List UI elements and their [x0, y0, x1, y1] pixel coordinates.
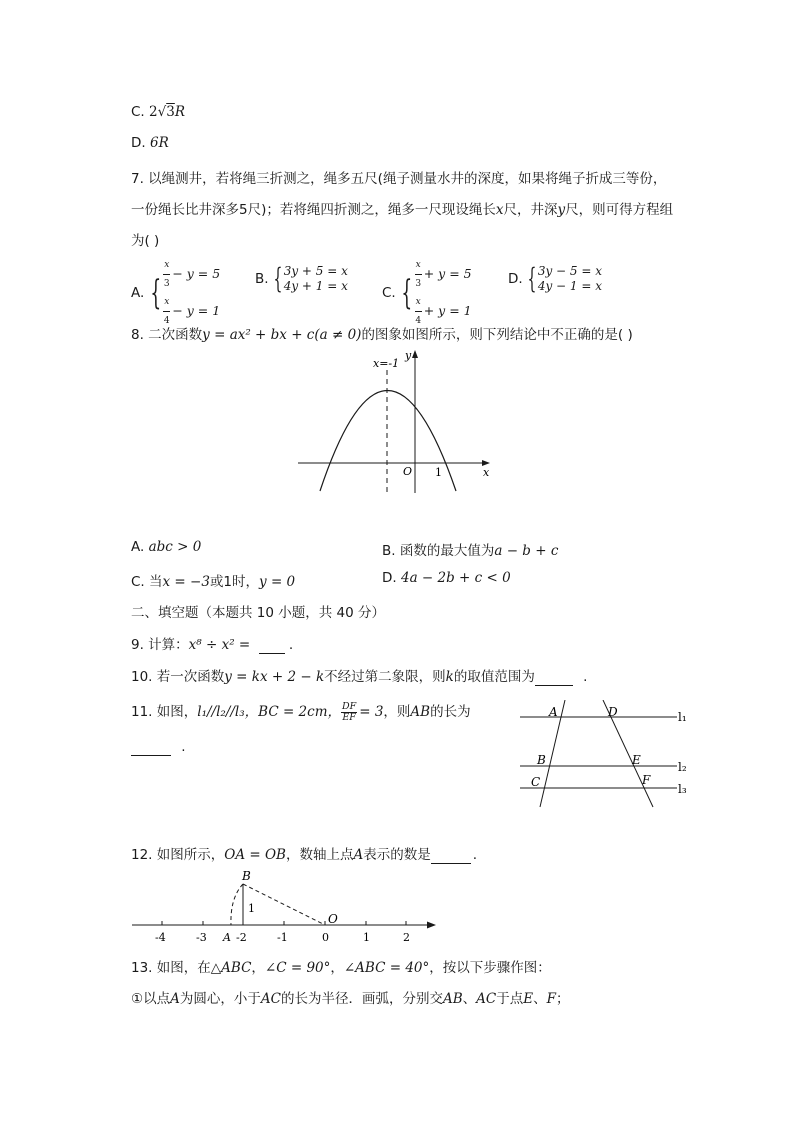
- equation-system: { 3y + 5 = x 4y + 1 = x: [273, 262, 348, 295]
- option-text: 当: [149, 574, 163, 590]
- option-label: D.: [508, 271, 523, 287]
- q7-option-b[interactable]: [255, 264, 348, 294]
- option-text: 或1时，: [209, 574, 260, 590]
- point-o-label: O: [328, 912, 338, 926]
- period: .: [181, 739, 186, 755]
- q13-text: 13. 如图，在: [131, 960, 211, 976]
- option-value: 2: [149, 104, 158, 120]
- q7-stem-line2: [131, 198, 673, 218]
- q10-stem: [131, 665, 587, 686]
- q11-answer-line: [131, 739, 186, 756]
- tick-label: -4: [155, 931, 166, 944]
- option-label: B.: [255, 271, 269, 287]
- q13-text: ①以点: [131, 991, 171, 1007]
- q8-option-b[interactable]: [382, 539, 558, 559]
- option-formula: a − b + c: [494, 543, 559, 559]
- q10-text: 不经过第二象限，则: [324, 669, 446, 685]
- point-a-label: A: [549, 705, 558, 719]
- q7-text: 一份绳长比井深多5尺)；若将绳四折测之，绳多一尺现设绳长: [131, 202, 496, 218]
- q11-text: 的长为: [430, 704, 471, 720]
- point-f-label: F: [642, 773, 651, 787]
- q7-stem-line1: 7. 以绳测井，若将绳三折测之，绳多五尺(绳子测量水井的深度，如果将绳子折成三等份，: [131, 171, 667, 187]
- q12-number-line-figure: [128, 866, 443, 946]
- option-label: D.: [382, 570, 397, 586]
- q10-answer-blank[interactable]: [535, 669, 573, 686]
- q9-stem: [131, 633, 293, 654]
- section-heading-fill-in: 二、填空题（本题共 10 小题，共 40 分）: [131, 605, 386, 621]
- q8-option-c[interactable]: [131, 570, 295, 590]
- q7-option-c[interactable]: [382, 256, 472, 330]
- q13-formula: ∠ABC = 40°: [343, 960, 430, 976]
- arc-ba-dashed: [231, 884, 243, 925]
- q10-formula: y = kx + 2 − k: [224, 669, 325, 685]
- option-label: C.: [131, 574, 145, 590]
- q9-answer-blank[interactable]: [259, 637, 285, 654]
- tick-marks: [162, 921, 406, 925]
- tick-label: 0: [322, 931, 329, 944]
- option-label: C.: [131, 104, 145, 120]
- q7-option-a[interactable]: [131, 256, 220, 330]
- line-l2-label: l₂: [678, 760, 687, 774]
- height-label: 1: [248, 902, 255, 915]
- point-c-label: C: [531, 775, 541, 789]
- q7-stem-line3: 为( ): [131, 233, 160, 249]
- q8-option-d[interactable]: [382, 570, 511, 586]
- segment-ob-dashed: [243, 884, 325, 925]
- q11-formula: = 3: [359, 704, 384, 720]
- q9-text: 9. 计算：: [131, 637, 189, 653]
- axis-line-label: x=-1: [373, 357, 400, 370]
- option-label: A.: [131, 285, 145, 301]
- equation-system: { $\frac{x}{3}$ + y = 5 $\frac{x}{4}$ + y = 1: [400, 256, 472, 330]
- q13-step1: ①以点A为圆心，小于AC的长为半径．画弧，分别交AB、AC于点E、F；: [131, 991, 570, 1007]
- var-x: x: [495, 202, 504, 218]
- line-l1-label: l₁: [678, 710, 687, 724]
- point-b-label: B: [537, 753, 546, 767]
- q13-text: 于点: [496, 991, 524, 1007]
- q6-option-c[interactable]: [131, 104, 185, 120]
- option-formula: 4a − 2b + c < 0: [400, 570, 511, 586]
- q11-text: 11. 如图，: [131, 704, 198, 720]
- x-axis-label: x: [483, 466, 490, 479]
- y-axis-arrow-icon: [412, 350, 418, 358]
- tick-one-label: 1: [435, 466, 442, 479]
- period: .: [472, 847, 478, 863]
- period: .: [583, 669, 588, 685]
- point-e-label: E: [632, 753, 641, 767]
- option-label: D.: [131, 135, 146, 151]
- option-label: B.: [382, 543, 396, 559]
- q9-formula: x⁸ ÷ x² =: [188, 637, 251, 653]
- number-line-arrow-icon: [427, 922, 436, 929]
- point-d-label: D: [608, 705, 618, 719]
- q12-text: 12. 如图所示，: [131, 847, 225, 863]
- tick-label: -1: [277, 931, 288, 944]
- tick-label: 2: [403, 931, 410, 944]
- q6-option-d[interactable]: [131, 135, 169, 151]
- q13-stem: 13. 如图，在△ABC，∠C = 90°，∠ABC = 40°，按以下步骤作图：: [131, 960, 551, 976]
- radicand: 3: [166, 104, 175, 120]
- option-value: 6R: [149, 135, 169, 151]
- q13-formula: △ABC: [210, 960, 252, 976]
- option-label: C.: [382, 285, 396, 301]
- q13-formula: ∠C = 90°: [264, 960, 331, 976]
- q12-stem: [131, 843, 477, 864]
- sqrt-symbol: √: [157, 104, 167, 120]
- q11-parallel-lines-figure: [515, 700, 695, 815]
- q8-formula: y = ax² + bx + c(a ≠ 0): [202, 327, 362, 343]
- q13-text: 的长为半径．画弧，分别交: [280, 991, 443, 1007]
- equation-system: { $\frac{x}{3}$ − y = 5 $\frac{x}{4}$ − y = 1: [149, 256, 221, 330]
- period: .: [288, 637, 294, 653]
- tick-label: -3: [196, 931, 207, 944]
- q11-text: ，则: [383, 704, 411, 720]
- point-b-label: B: [242, 869, 251, 883]
- q13-text: ，按以下步骤作图：: [429, 960, 551, 976]
- q12-text: ，数轴上点: [285, 847, 354, 863]
- option-text: 函数的最大值为: [399, 543, 495, 559]
- q12-answer-blank[interactable]: [431, 847, 471, 864]
- option-variable: R: [174, 104, 185, 120]
- var-k: k: [445, 669, 454, 685]
- q11-fraction: $\frac{DF}{EF}$: [342, 700, 357, 723]
- q8-stem: [131, 323, 633, 343]
- tick-label: -2: [236, 931, 247, 944]
- q8-option-a[interactable]: [131, 539, 201, 555]
- point-a: A: [353, 847, 364, 863]
- q12-formula: OA = OB: [224, 847, 286, 863]
- option-formula: abc > 0: [148, 539, 202, 555]
- line-l3-label: l₃: [678, 782, 687, 796]
- q8-text: 的图象如图所示，则下列结论中不正确的是( ): [361, 327, 633, 343]
- q7-text: 尺，则可得方程组: [565, 202, 674, 218]
- q11-answer-blank[interactable]: [131, 739, 171, 756]
- equation-system: { 3y − 5 = x 4y − 1 = x: [527, 262, 602, 295]
- q10-text: 的取值范围为: [453, 669, 535, 685]
- option-formula: y = 0: [259, 574, 296, 590]
- q8-parabola-graph: [290, 345, 500, 495]
- y-axis-label: y: [405, 349, 412, 362]
- q10-text: 10. 若一次函数: [131, 669, 225, 685]
- point-a-label: A: [223, 931, 231, 944]
- segment-ab: AB: [410, 704, 431, 720]
- q7-option-d[interactable]: [508, 264, 602, 294]
- q11-stem: [131, 700, 471, 723]
- var-y: y: [557, 202, 566, 218]
- q12-text: 表示的数是: [363, 847, 431, 863]
- option-formula: x = −3: [162, 574, 210, 590]
- origin-label: O: [403, 465, 413, 478]
- q13-text: 为圆心，小于: [179, 991, 261, 1007]
- q8-text: 8. 二次函数: [131, 327, 203, 343]
- tick-label: 1: [363, 931, 370, 944]
- option-label: A.: [131, 539, 145, 555]
- q7-text: 尺，井深: [503, 202, 558, 218]
- q11-formula: l₁//l₂//l₃，BC = 2cm，: [197, 704, 341, 720]
